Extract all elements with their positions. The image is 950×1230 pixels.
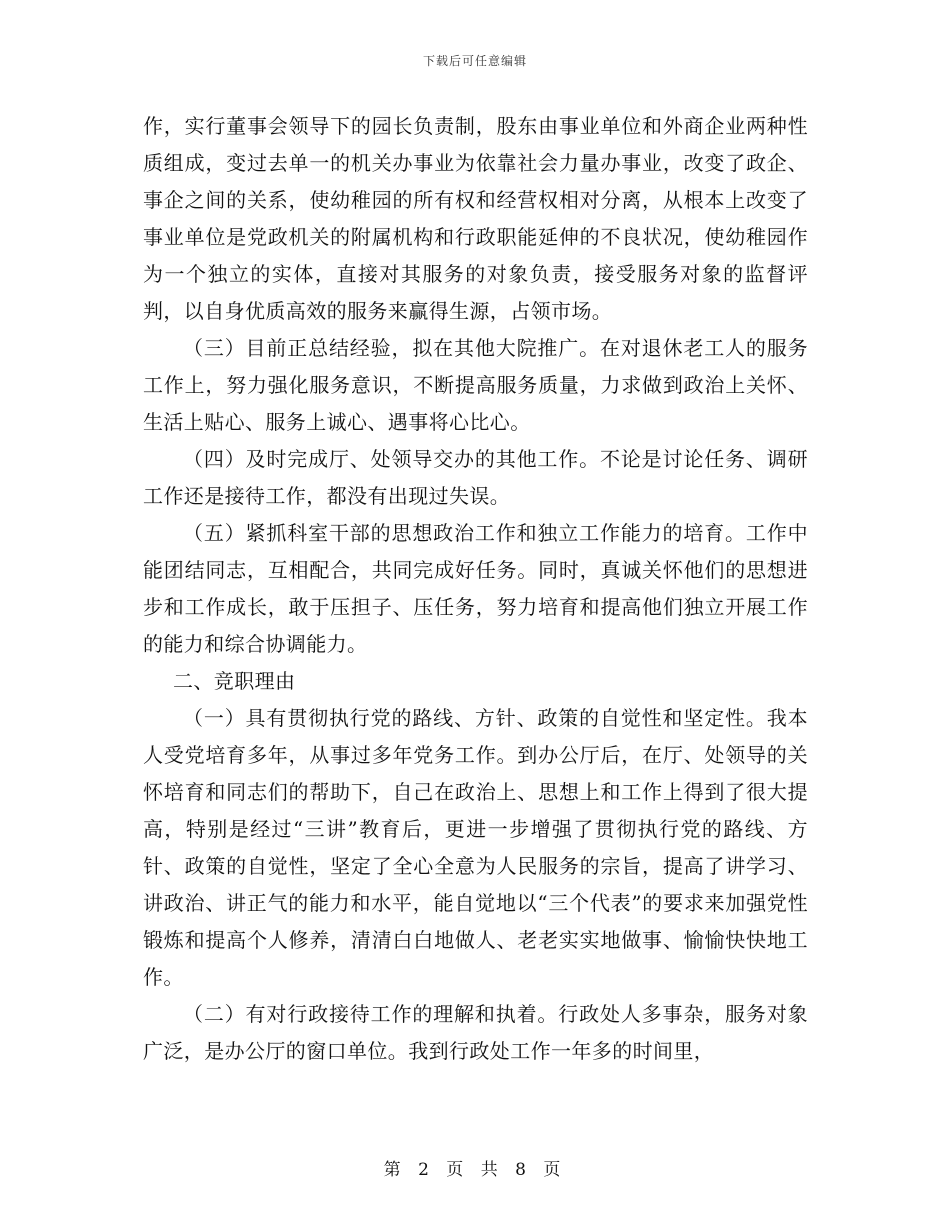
section-heading: 二、竞职理由 <box>173 669 296 693</box>
paragraph-reason-2: （二）有对行政接待工作的理解和执着。行政处人多事杂，服务对象广泛，是办公厅的窗口单位。我到行政处工作一年多的时间里， <box>143 1002 808 1063</box>
paragraph-item-5: （五）紧抓科室干部的思想政治工作和独立工作能力的培育。工作中能团结同志，互相配合，共同完成好任务。同时，真诚关怀他们的思想进步和工作成长，敢于压担子、压任务，努力培育和提高他们独立开展工作的能力和综合协调能力。 <box>143 521 808 656</box>
page-header: 下载后可任意编辑 <box>422 54 527 68</box>
page-footer: 第 2 页 共 8 页 <box>383 1160 567 1180</box>
document-body <box>143 108 808 1070</box>
paragraph-continued: 作，实行董事会领导下的园长负责制，股东由事业单位和外商企业两种性质组成，变过去单一的机关办事业为依靠社会力量办事业，改变了政企、事企之间的关系，使幼稚园的所有权和经营权相对分离，从根本上改变了事业单位是党政机关的附属机构和行政职能延伸的不良状况，使幼稚园作为一个独立的实体，直接对其服务的对象负责，接受服务对象的监督评判，以自身优质高效的服务来赢得生源，占领市场。 <box>143 114 808 323</box>
paragraph-item-4: （四）及时完成厅、处领导交办的其他工作。不论是讨论任务、调研工作还是接待工作，都没有出现过失误。 <box>143 447 808 508</box>
paragraph-reason-1: （一）具有贯彻执行党的路线、方针、政策的自觉性和坚定性。我本人受党培育多年，从事过多年党务工作。到办公厅后，在厅、处领导的关怀培育和同志们的帮助下，自己在政治上、思想上和工作上得到了很大提高，特别是经过“三讲”教育后，更进一步增强了贯彻执行党的路线、方针、政策的自觉性，坚定了全心全意为人民服务的宗旨，提高了讲学习、讲政治、讲正气的能力和水平，能自觉地以“三个代表”的要求来加强党性锻炼和提高个人修养，清清白白地做人、老老实实地做事、愉愉快快地工作。 <box>143 706 808 989</box>
paragraph-item-3: （三）目前正总结经验，拟在其他大院推广。在对退休老工人的服务工作上，努力强化服务意识，不断提高服务质量，力求做到政治上关怀、生活上贴心、服务上诚心、遇事将心比心。 <box>143 336 808 434</box>
